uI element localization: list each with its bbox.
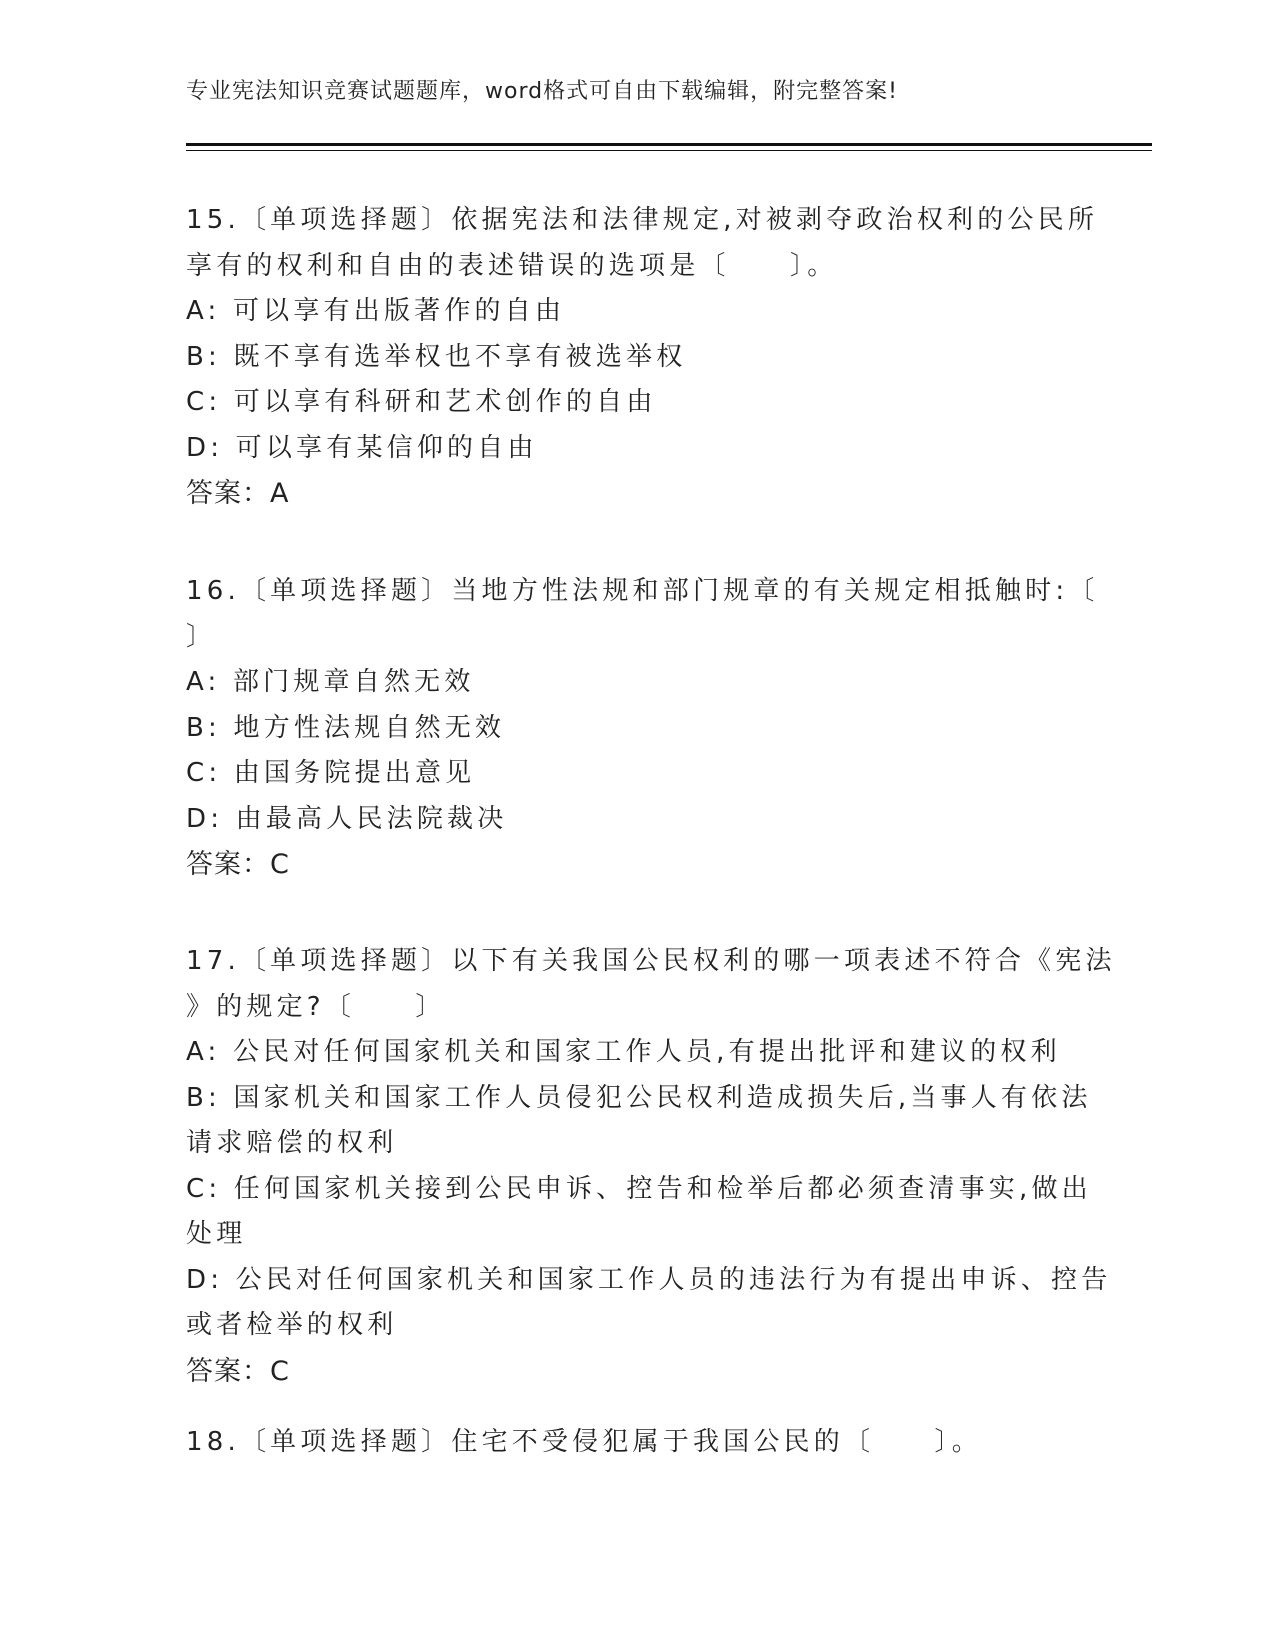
answer: 答案：C: [186, 849, 290, 880]
option-b: B: 既不享有选举权也不享有被选举权: [186, 341, 687, 372]
option-c: C: 可以享有科研和艺术创作的自由: [186, 387, 657, 417]
option-b: B: 国家机关和国家工作人员侵犯公民权利造成损失后,当事人有依法: [186, 1082, 1092, 1113]
option-c-continued: 处理: [186, 1219, 247, 1249]
option-b-continued: 请求赔偿的权利: [186, 1128, 398, 1158]
question-stem: 享有的权利和自由的表述错误的选项是〔 〕。: [186, 250, 838, 281]
answer: 答案：A: [186, 478, 290, 509]
option-d: D: 公民对任何国家机关和国家工作人员的违法行为有提出申诉、控告: [186, 1264, 1112, 1295]
option-a: A: 部门规章自然无效: [186, 667, 475, 697]
answer: 答案：C: [186, 1355, 290, 1387]
option-c: C: 由国务院提出意见: [186, 758, 476, 788]
question-stem: 》的规定?〔 〕: [186, 991, 446, 1022]
header-rule-thin: [186, 150, 1152, 151]
option-d: D: 由最高人民法院裁决: [186, 803, 508, 834]
option-a: A: 公民对任何国家机关和国家工作人员,有提出批评和建议的权利: [186, 1037, 1061, 1067]
page-header: 专业宪法知识竞赛试题题库，word格式可自由下载编辑，附完整答案!: [186, 79, 898, 104]
question-stem: 16.〔单项选择题〕当地方性法规和部门规章的有关规定相抵触时:〔: [186, 576, 1099, 606]
option-c: C: 任何国家机关接到公民申诉、控告和检举后都必须查清事实,做出: [186, 1173, 1092, 1204]
header-rule-thick: [186, 143, 1152, 146]
question-stem: 17.〔单项选择题〕以下有关我国公民权利的哪一项表述不符合《宪法: [186, 946, 1116, 976]
question-17: [186, 939, 1116, 1394]
option-b: B: 地方性法规自然无效: [186, 712, 506, 743]
question-stem: 15.〔单项选择题〕依据宪法和法律规定,对被剥夺政治权利的公民所: [186, 205, 1099, 235]
question-15: [186, 198, 1099, 517]
option-d: D: 可以享有某信仰的自由: [186, 432, 538, 463]
question-18: [186, 1420, 1086, 1466]
question-stem: 18.〔单项选择题〕住宅不受侵犯属于我国公民的〔 〕。: [186, 1427, 982, 1457]
option-a: A: 可以享有出版著作的自由: [186, 296, 566, 326]
question-16: [186, 569, 1099, 888]
question-stem: 〕: [186, 621, 217, 652]
option-d-continued: 或者检举的权利: [186, 1310, 398, 1340]
